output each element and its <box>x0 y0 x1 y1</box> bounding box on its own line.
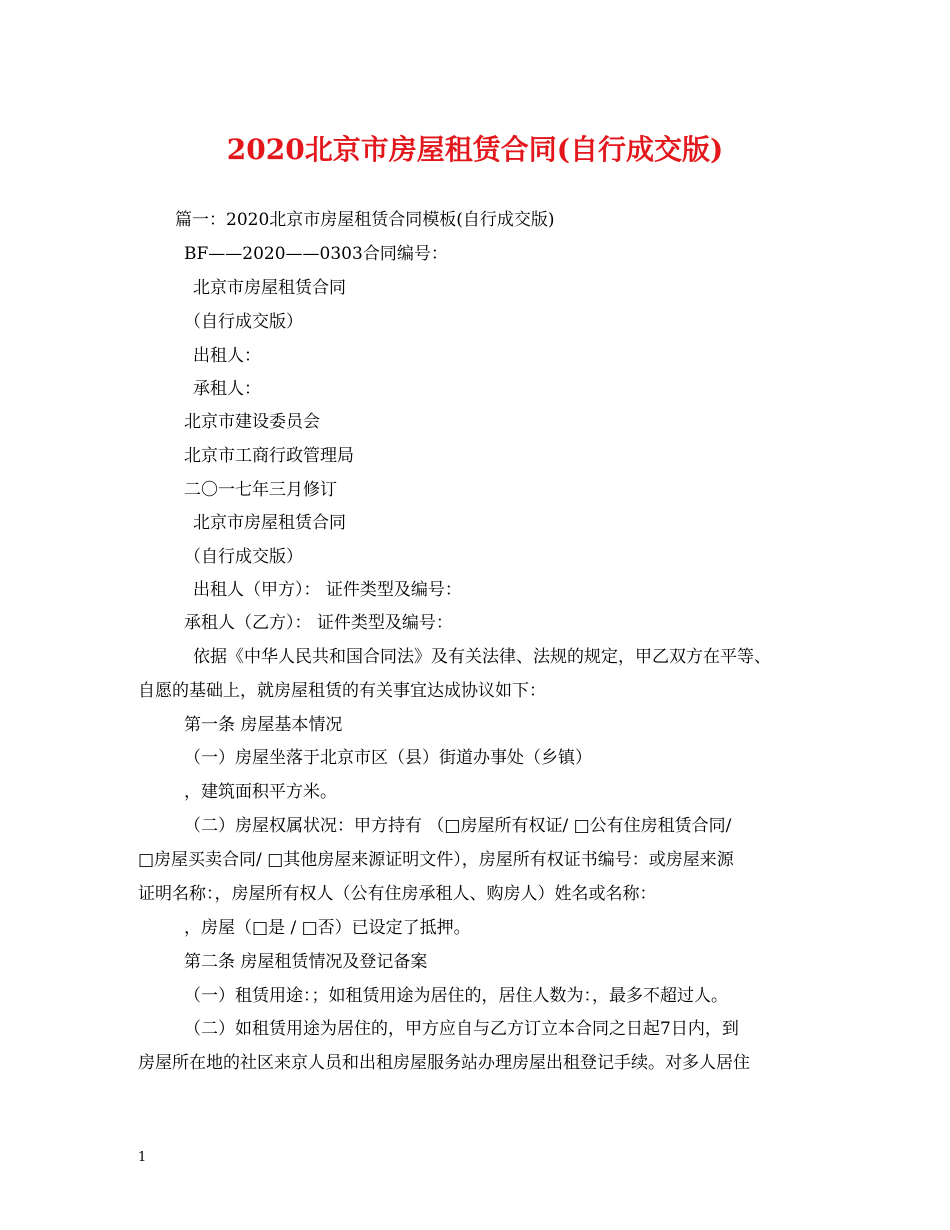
text-line: 北京市工商行政管理局 <box>184 446 354 466</box>
text-line: □房屋买卖合同/ □其他房屋来源证明文件），房屋所有权证书编号：或房屋来源 <box>138 850 734 870</box>
text-line: 房屋所在地的社区来京人员和出租房屋服务站办理房屋出租登记手续。对多人居住 <box>138 1053 750 1073</box>
text-line: 证明名称：，房屋所有权人（公有住房承租人、购房人）姓名或名称： <box>138 884 657 904</box>
text-line: 第二条 房屋租赁情况及登记备案 <box>184 952 428 972</box>
text-line: 依据《中华人民共和国合同法》及有关法律、法规的规定，甲乙双方在平等、 <box>193 647 771 667</box>
text-line: （自行成交版） <box>184 547 303 567</box>
text-line: BF——2020——0303合同编号： <box>184 244 448 264</box>
text-line: （一）租赁用途：；如租赁用途为居住的，居住人数为：，最多不超过人。 <box>184 986 728 1006</box>
document-title: 2020北京市房屋租赁合同(自行成交版) <box>226 133 724 166</box>
text-line: 北京市建设委员会 <box>184 412 320 432</box>
text-line: 自愿的基础上，就房屋租赁的有关事宜达成协议如下： <box>138 681 546 701</box>
text-line: ，建筑面积平方米。 <box>184 782 337 802</box>
text-line: 承租人（乙方）： 证件类型及编号： <box>184 613 453 633</box>
text-line: 出租人： <box>193 346 261 366</box>
text-line: 第一条 房屋基本情况 <box>184 715 343 735</box>
text-line: 北京市房屋租赁合同 <box>193 513 346 533</box>
text-line: （二）房屋权属状况：甲方持有 （□房屋所有权证/ □公有住房租赁合同/ <box>184 816 732 836</box>
text-line: （一）房屋坐落于北京市区（县）街道办事处（乡镇） <box>184 748 592 768</box>
text-line: 出租人（甲方）： 证件类型及编号： <box>193 580 462 600</box>
page-number: 1 <box>138 1150 147 1165</box>
text-line: 篇一：2020北京市房屋租赁合同模板(自行成交版) <box>175 210 555 230</box>
text-line: ，房屋（□是 / □否）已设定了抵押。 <box>184 918 471 938</box>
text-line: 北京市房屋租赁合同 <box>193 278 346 298</box>
text-line: 二〇一七年三月修订 <box>184 480 337 500</box>
text-line: （自行成交版） <box>184 312 303 332</box>
text-line: （二）如租赁用途为居住的，甲方应自与乙方订立本合同之日起7日内，到 <box>184 1019 739 1039</box>
text-line: 承租人： <box>193 379 261 399</box>
